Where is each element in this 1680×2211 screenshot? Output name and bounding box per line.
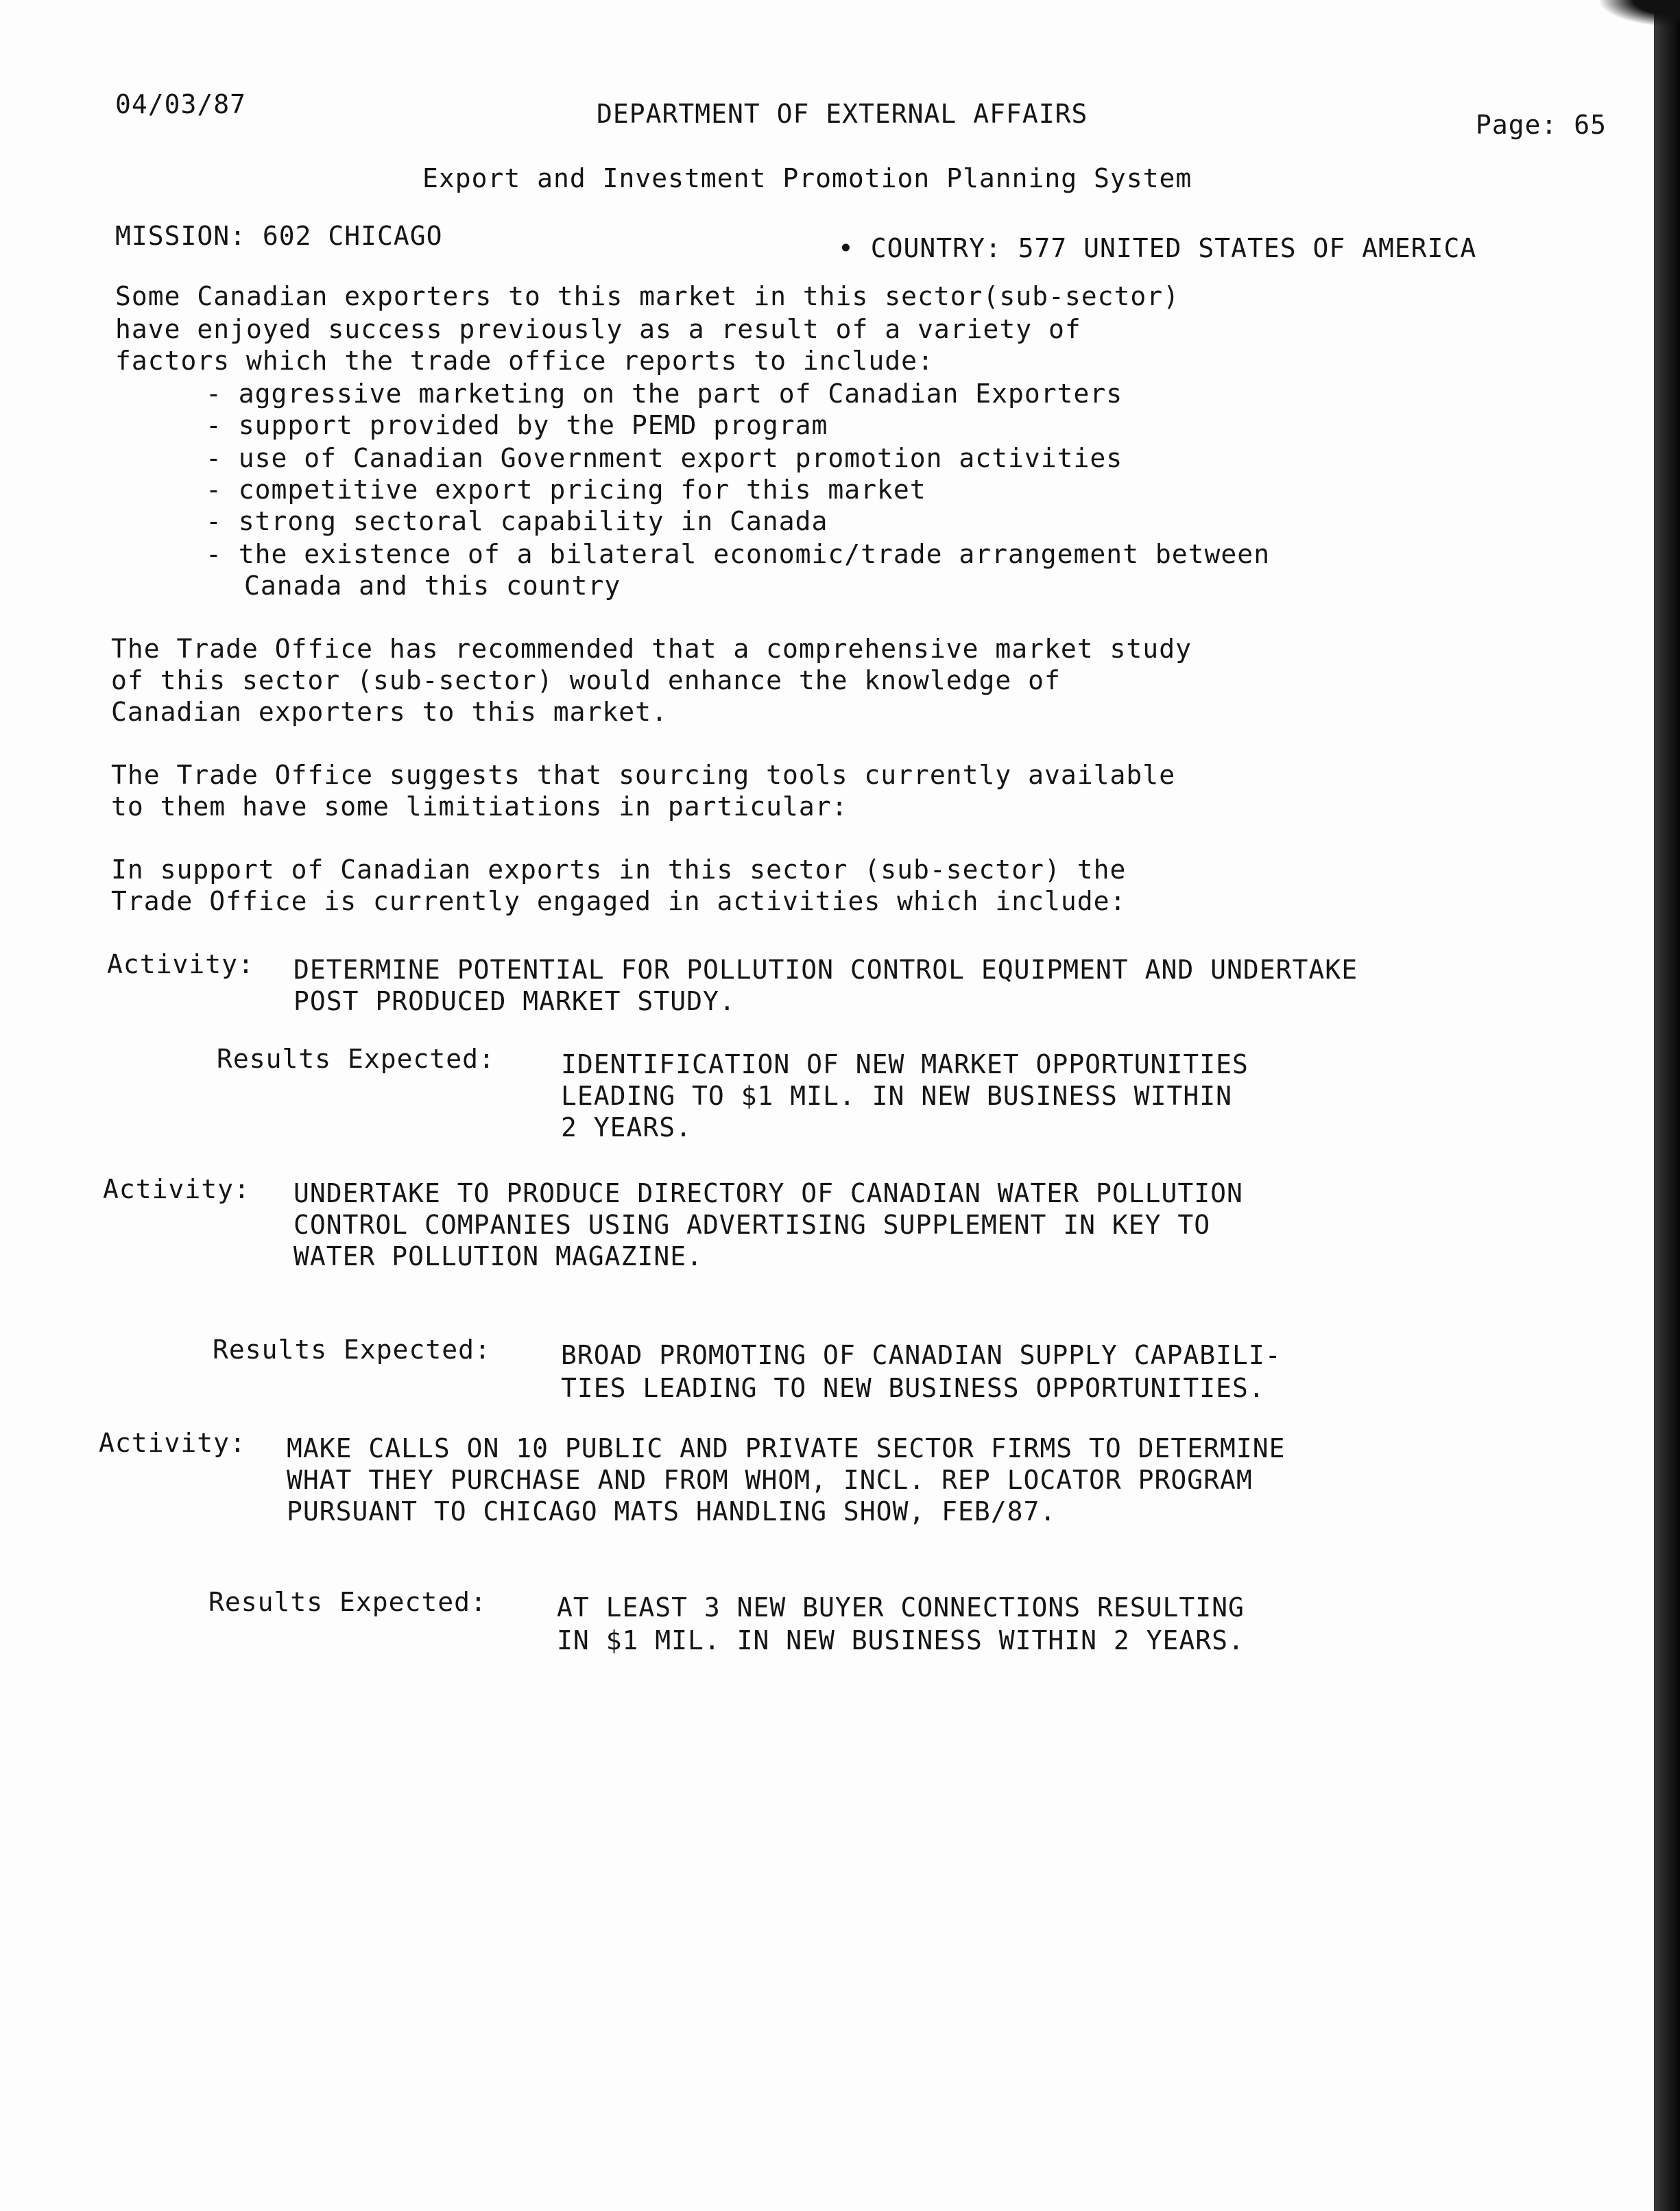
- intro-line: have enjoyed success previously as a result of a variety of: [115, 314, 1081, 344]
- study-paragraph-line: of this sector (sub-sector) would enhance the knowledge of: [111, 665, 1061, 695]
- activity-2-line: UNDERTAKE TO PRODUCE DIRECTORY OF CANADIAN WATER POLLUTION: [293, 1178, 1243, 1208]
- department-title: DEPARTMENT OF EXTERNAL AFFAIRS: [597, 99, 1088, 129]
- results-label: Results Expected:: [213, 1335, 491, 1365]
- page-number: Page: 65: [1476, 110, 1607, 140]
- bullet-item: - competitive export pricing for this market: [206, 475, 926, 505]
- study-paragraph-line: The Trade Office has recommended that a comprehensive market study: [111, 634, 1192, 664]
- support-paragraph-line: In support of Canadian exports in this sector (sub-sector) the: [111, 854, 1127, 885]
- activity-1-line: POST PRODUCED MARKET STUDY.: [293, 986, 736, 1016]
- scan-edge: [1654, 0, 1680, 2211]
- activity-2-line: CONTROL COMPANIES USING ADVERTISING SUPPLEMENT IN KEY TO: [293, 1210, 1211, 1240]
- activity-1-result-line: IDENTIFICATION OF NEW MARKET OPPORTUNITIES: [561, 1049, 1249, 1079]
- scan-edge-corner: [1598, 0, 1680, 27]
- support-paragraph-line: Trade Office is currently engaged in activities which include:: [111, 886, 1127, 916]
- activity-1-result-line: LEADING TO $1 MIL. IN NEW BUSINESS WITHIN: [561, 1081, 1232, 1111]
- system-title: Export and Investment Promotion Planning System: [422, 163, 1192, 193]
- bullet-item: - support provided by the PEMD program: [206, 410, 828, 440]
- sourcing-paragraph-line: The Trade Office suggests that sourcing tools currently available: [111, 760, 1176, 790]
- activity-2-result-line: BROAD PROMOTING OF CANADIAN SUPPLY CAPABILI-: [561, 1340, 1282, 1370]
- bullet-item: - strong sectoral capability in Canada: [206, 506, 828, 536]
- activity-label: Activity:: [107, 949, 254, 979]
- sourcing-paragraph-line: to them have some limitiations in particular:: [111, 791, 848, 822]
- activity-2-line: WATER POLLUTION MAGAZINE.: [293, 1241, 703, 1271]
- results-label: Results Expected:: [208, 1587, 487, 1617]
- activity-label: Activity:: [103, 1174, 250, 1204]
- country-line: • COUNTRY: 577 UNITED STATES OF AMERICA: [838, 233, 1477, 263]
- bullet-item: - the existence of a bilateral economic/trade arrangement between: [206, 539, 1271, 569]
- bullet-item: - aggressive marketing on the part of Canadian Exporters: [206, 379, 1123, 409]
- intro-line: factors which the trade office reports to include:: [115, 346, 934, 376]
- activity-1-line: DETERMINE POTENTIAL FOR POLLUTION CONTROL EQUIPMENT AND UNDERTAKE: [293, 955, 1358, 985]
- activity-label: Activity:: [99, 1428, 246, 1458]
- activity-3-line: PURSUANT TO CHICAGO MATS HANDLING SHOW, FEB/87.: [287, 1496, 1057, 1527]
- mission-line: MISSION: 602 CHICAGO: [115, 221, 443, 251]
- activity-2-result-line: TIES LEADING TO NEW BUSINESS OPPORTUNITIES.: [561, 1373, 1265, 1403]
- study-paragraph-line: Canadian exporters to this market.: [111, 697, 668, 727]
- activity-3-result-line: AT LEAST 3 NEW BUYER CONNECTIONS RESULTING: [557, 1592, 1245, 1623]
- intro-line: Some Canadian exporters to this market in this sector(sub-sector): [115, 281, 1180, 311]
- report-date: 04/03/87: [115, 89, 247, 119]
- activity-3-line: MAKE CALLS ON 10 PUBLIC AND PRIVATE SECTOR FIRMS TO DETERMINE: [287, 1433, 1286, 1463]
- bullet-continuation: Canada and this country: [244, 571, 621, 601]
- activity-1-result-line: 2 YEARS.: [561, 1112, 693, 1143]
- bullet-item: - use of Canadian Government export promotion activities: [206, 443, 1123, 473]
- activity-3-result-line: IN $1 MIL. IN NEW BUSINESS WITHIN 2 YEARS.: [557, 1625, 1245, 1656]
- results-label: Results Expected:: [217, 1044, 495, 1074]
- activity-3-line: WHAT THEY PURCHASE AND FROM WHOM, INCL. REP LOCATOR PROGRAM: [287, 1465, 1253, 1495]
